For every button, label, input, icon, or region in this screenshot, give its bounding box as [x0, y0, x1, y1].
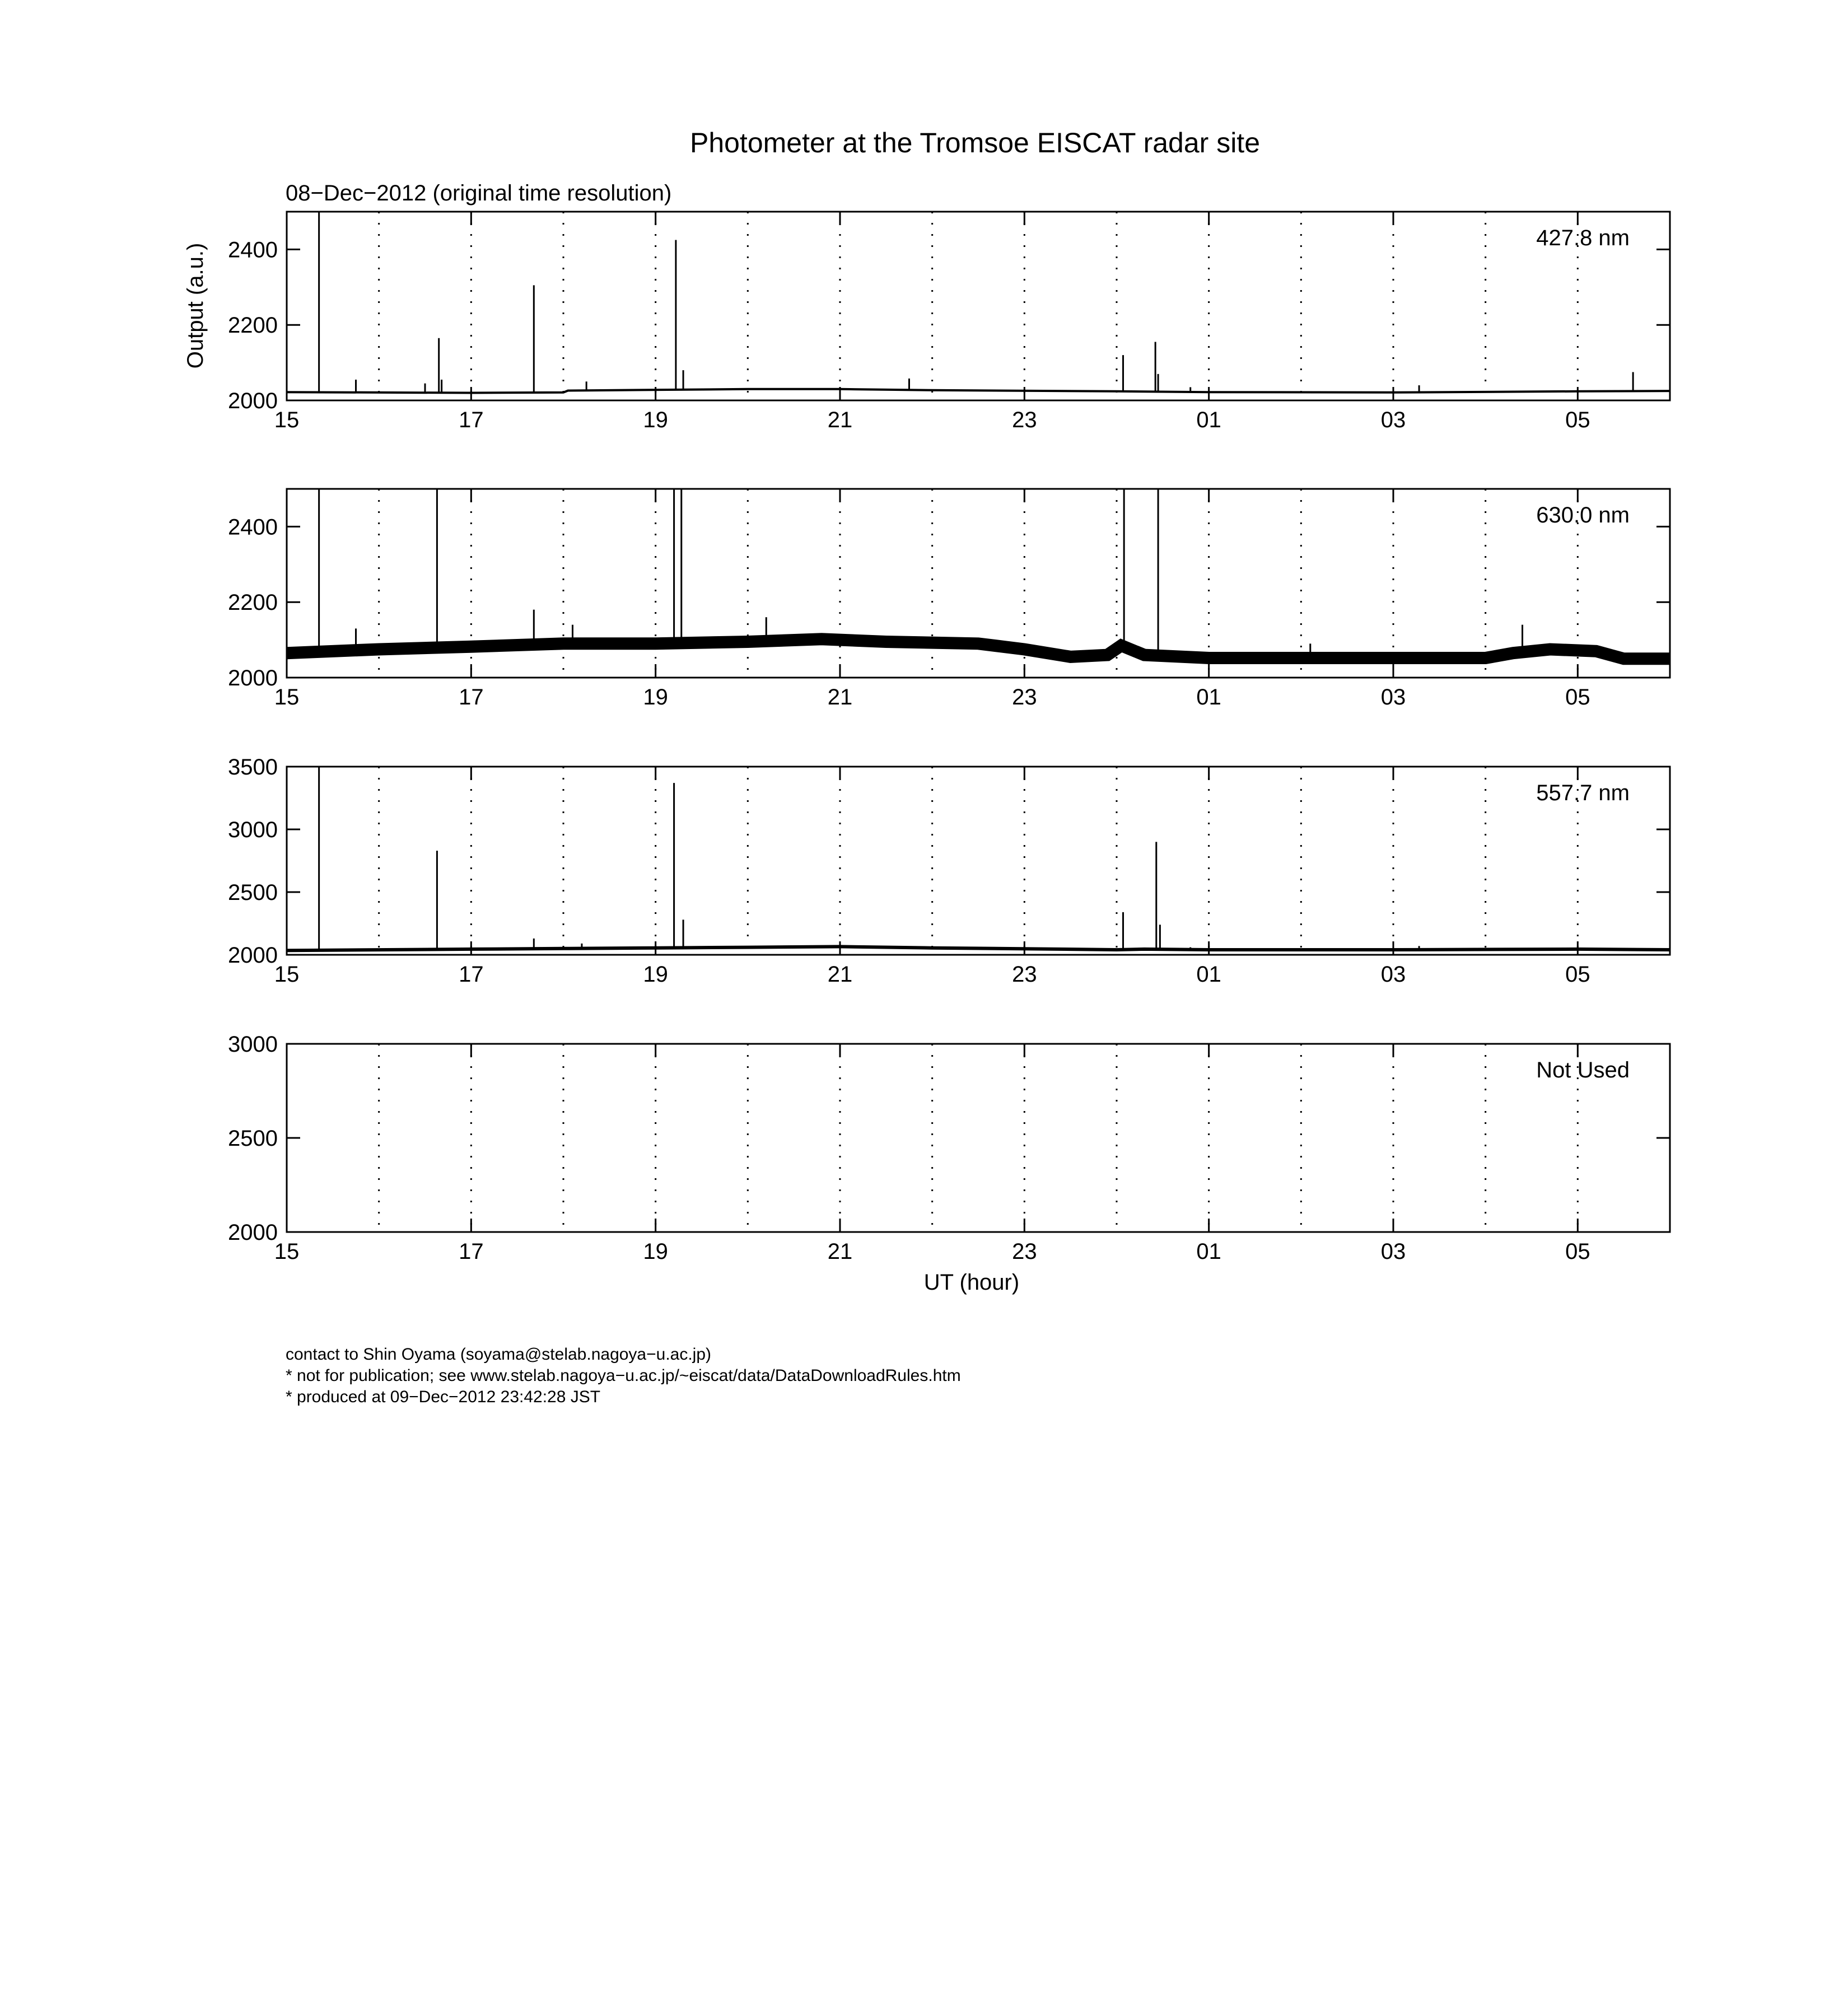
y-tick-label: 2500 [228, 1126, 278, 1151]
x-tick-label: 15 [274, 962, 300, 987]
x-tick-label: 01 [1196, 408, 1221, 432]
y-tick-label: 2000 [228, 1220, 278, 1245]
y-tick-label: 2200 [228, 313, 278, 338]
x-tick-label: 23 [1012, 408, 1037, 432]
footer-contact: contact to Shin Oyama (soyama@stelab.nagoya−u.ac.jp) [286, 1345, 712, 1364]
x-tick-label: 03 [1380, 685, 1406, 710]
x-tick-label: 23 [1012, 1239, 1037, 1264]
y-axis-label: Output (a.u.) [183, 242, 208, 369]
x-tick-label: 19 [643, 962, 668, 987]
y-tick-label: 2200 [228, 590, 278, 615]
x-tick-label: 15 [274, 685, 300, 710]
x-tick-label: 05 [1565, 685, 1590, 710]
x-tick-label: 17 [459, 962, 484, 987]
panel-label: Not Used [1536, 1058, 1630, 1082]
y-tick-label: 3500 [228, 755, 278, 780]
x-tick-label: 03 [1380, 1239, 1406, 1264]
x-tick-label: 17 [459, 685, 484, 710]
x-tick-label: 01 [1196, 1239, 1221, 1264]
x-tick-label: 19 [643, 408, 668, 432]
data-layer [287, 489, 1670, 659]
x-tick-label: 23 [1012, 685, 1037, 710]
panel-frame [287, 1044, 1670, 1232]
panel-4 [228, 1032, 1670, 1264]
x-tick-label: 19 [643, 1239, 668, 1264]
data-layer [287, 212, 1670, 393]
panel-label: 557.7 nm [1536, 781, 1630, 805]
panel-label: 427.8 nm [1536, 226, 1630, 250]
x-tick-label: 03 [1380, 962, 1406, 987]
x-tick-label: 21 [827, 408, 853, 432]
x-axis-label: UT (hour) [923, 1270, 1020, 1295]
figure-subtitle: 08−Dec−2012 (original time resolution) [286, 181, 672, 206]
data-layer [287, 767, 1670, 950]
x-tick-label: 01 [1196, 685, 1221, 710]
x-tick-label: 15 [274, 1239, 300, 1264]
figure-title: Photometer at the Tromsoe EISCAT radar site [689, 127, 1261, 158]
y-tick-label: 3000 [228, 818, 278, 842]
panel-frame [287, 767, 1670, 955]
x-tick-label: 21 [827, 962, 853, 987]
panel-3 [228, 755, 1670, 987]
y-tick-label: 2500 [228, 880, 278, 905]
x-tick-label: 05 [1565, 408, 1590, 432]
x-tick-label: 21 [827, 1239, 853, 1264]
y-tick-label: 2000 [228, 943, 278, 968]
x-tick-label: 01 [1196, 962, 1221, 987]
panel-2 [228, 489, 1670, 710]
panel-label: 630.0 nm [1536, 503, 1630, 528]
footer-produced: * produced at 09−Dec−2012 23:42:28 JST [286, 1388, 601, 1406]
y-tick-label: 3000 [228, 1032, 278, 1057]
series-baseline [287, 389, 1670, 393]
y-tick-label: 2000 [228, 389, 278, 413]
footer-rules: * not for publication; see www.stelab.nagoya−u.ac.jp/~eiscat/data/DataDownloadRules.htm [286, 1366, 961, 1385]
y-tick-label: 2400 [228, 237, 278, 263]
x-tick-label: 15 [274, 408, 300, 432]
panels [228, 212, 1670, 1264]
x-tick-label: 23 [1012, 962, 1037, 987]
series-baseline [287, 946, 1670, 950]
y-tick-label: 2400 [228, 515, 278, 540]
x-tick-label: 03 [1380, 408, 1406, 432]
panel-frame [287, 212, 1670, 400]
x-tick-label: 05 [1565, 962, 1590, 987]
x-tick-label: 17 [459, 1239, 484, 1264]
x-tick-label: 17 [459, 408, 484, 432]
x-tick-label: 19 [643, 685, 668, 710]
y-tick-label: 2000 [228, 666, 278, 690]
x-tick-label: 05 [1565, 1239, 1590, 1264]
series-baseline [287, 639, 1670, 659]
panel-1 [228, 212, 1670, 432]
x-tick-label: 21 [827, 685, 853, 710]
